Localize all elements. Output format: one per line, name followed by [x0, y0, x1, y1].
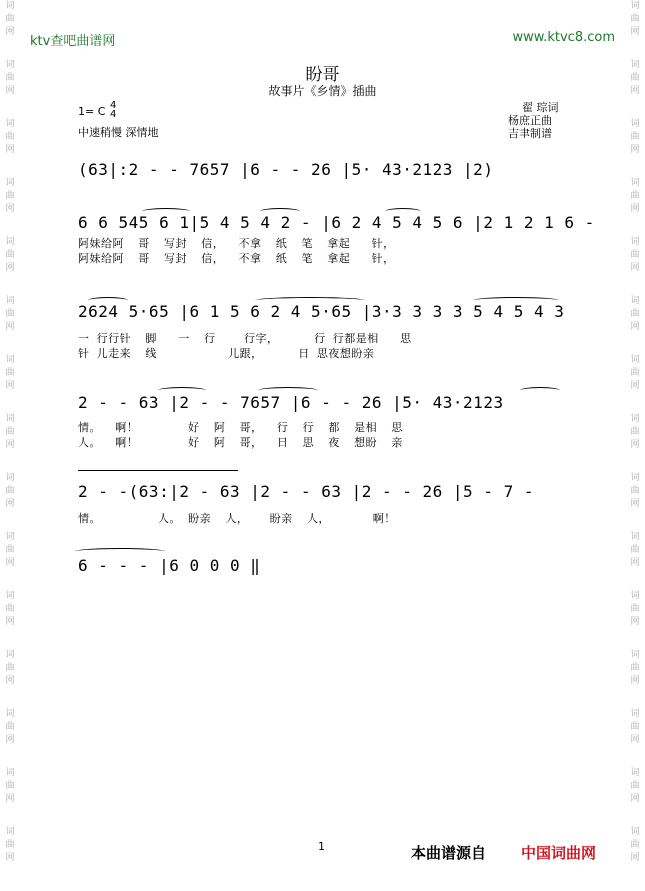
watermark-char: 曲 — [5, 309, 15, 319]
watermark-char: 曲 — [5, 663, 15, 673]
watermark-char: 词 — [630, 709, 640, 719]
slur — [88, 297, 128, 304]
watermark-char: 网 — [630, 204, 640, 214]
watermark-char: 词 — [5, 768, 15, 778]
watermark-char: 词 — [5, 709, 15, 719]
watermark-char: 网 — [5, 853, 15, 863]
watermark-char: 网 — [5, 145, 15, 155]
watermark-char: 词 — [5, 650, 15, 660]
watermark-char: 曲 — [5, 840, 15, 850]
watermark-char: 网 — [630, 853, 640, 863]
lyrics-verse-1: 情。 啊！ 好 阿 哥， 行 行 都 是相 思 — [78, 421, 403, 434]
lyrics-verse-1: 情。 人。 盼亲 人， 盼亲 人， 啊！ — [78, 512, 396, 525]
song-title: 盼哥 — [305, 65, 340, 85]
watermark-char: 词 — [5, 60, 15, 70]
watermark-char: 网 — [630, 617, 640, 627]
watermark-char: 网 — [5, 204, 15, 214]
watermark-char: 网 — [5, 263, 15, 273]
watermark-char: 词 — [630, 827, 640, 837]
watermark-char: 曲 — [630, 486, 640, 496]
lyrics-verse-2: 人。 啊！ 好 阿 哥， 日 思 夜 想盼 亲 — [78, 436, 403, 449]
score-row-1 — [78, 160, 578, 190]
watermark-char: 曲 — [5, 604, 15, 614]
score-row-6 — [78, 556, 578, 586]
watermark-char: 曲 — [630, 191, 640, 201]
watermark-gap — [4, 393, 16, 413]
watermark-gap — [4, 452, 16, 472]
watermark-char: 网 — [5, 86, 15, 96]
watermark-char: 词 — [630, 532, 640, 542]
watermark-char: 网 — [630, 440, 640, 450]
watermark-gap — [4, 865, 16, 885]
watermark-char: 网 — [5, 617, 15, 627]
watermark-char: 曲 — [630, 604, 640, 614]
watermark-gap — [629, 452, 641, 472]
watermark-char: 网 — [630, 794, 640, 804]
watermark-gap — [629, 157, 641, 177]
watermark-gap — [629, 98, 641, 118]
lyrics-verse-2: 阿妹给阿 哥 写封 信， 不拿 纸 笔 拿起 针， — [78, 252, 395, 265]
watermark-gap — [4, 688, 16, 708]
watermark-gap — [629, 688, 641, 708]
time-signature: 4 4 — [110, 100, 117, 120]
watermark-char: 网 — [5, 676, 15, 686]
watermark-char: 网 — [630, 381, 640, 391]
watermark-gap — [4, 511, 16, 531]
watermark-gap — [629, 393, 641, 413]
slur — [142, 208, 190, 215]
watermark-char: 词 — [5, 296, 15, 306]
watermark-char: 网 — [630, 27, 640, 37]
watermark-char: 词 — [630, 650, 640, 660]
key-signature: 1= C — [78, 105, 106, 118]
watermark-char: 词 — [5, 532, 15, 542]
watermark-gap — [4, 216, 16, 236]
lyrics-verse-2: 针 儿走来 线 儿跟， 日 思夜想盼亲 — [78, 347, 375, 360]
watermark-gap — [4, 39, 16, 59]
notes-line: (63|:2 - - 7657 |6 - - 26 |5· 43·2123 |2) — [78, 160, 494, 179]
watermark-gap — [4, 334, 16, 354]
watermark-char: 曲 — [5, 545, 15, 555]
watermark-char: 词 — [630, 414, 640, 424]
watermark-gap — [629, 511, 641, 531]
site-url[interactable]: www.ktvc8.com — [512, 30, 615, 45]
watermark-char: 网 — [630, 558, 640, 568]
watermark-char: 词 — [630, 119, 640, 129]
watermark-char: 曲 — [630, 309, 640, 319]
lyrics-verse-1: 一 行行针 脚 一 行 行字， 行 行都是相 思 — [78, 332, 412, 345]
slur — [258, 387, 318, 394]
watermark-char: 曲 — [5, 73, 15, 83]
watermark-gap — [4, 629, 16, 649]
watermark-char: 词 — [5, 473, 15, 483]
watermark-gap — [4, 275, 16, 295]
watermark-char: 网 — [5, 794, 15, 804]
watermark-char: 网 — [630, 322, 640, 332]
watermark-char: 网 — [5, 499, 15, 509]
watermark-char: 曲 — [5, 14, 15, 24]
watermark-char: 网 — [5, 558, 15, 568]
watermark-char: 词 — [630, 473, 640, 483]
watermark-gap — [4, 570, 16, 590]
watermark-char: 词 — [5, 119, 15, 129]
watermark-char: 词 — [630, 296, 640, 306]
watermark-char: 曲 — [630, 427, 640, 437]
watermark-char: 网 — [630, 735, 640, 745]
watermark-char: 词 — [5, 414, 15, 424]
notes-line: 2 - - 63 |2 - - 7657 |6 - - 26 |5· 43·2123 — [78, 393, 504, 412]
watermark-char: 曲 — [630, 250, 640, 260]
lyrics-verse-1: 阿妹给阿 哥 写封 信， 不拿 纸 笔 拿起 针， — [78, 237, 395, 250]
watermark-char: 词 — [5, 827, 15, 837]
watermark-char: 网 — [630, 676, 640, 686]
watermark-char: 词 — [630, 60, 640, 70]
watermark-char: 网 — [630, 86, 640, 96]
watermark-char: 曲 — [630, 132, 640, 142]
lyricist-credit: 翟 琮词 — [522, 101, 559, 114]
notes-line: 2 - -(63:|2 - 63 |2 - - 63 |2 - - 26 |5 - 7 - — [78, 482, 534, 501]
watermark-gap — [4, 98, 16, 118]
slur — [473, 297, 559, 304]
watermark-char: 曲 — [5, 368, 15, 378]
watermark-gap — [629, 806, 641, 826]
watermark-char: 词 — [630, 237, 640, 247]
watermark-gap — [4, 157, 16, 177]
watermark-char: 网 — [5, 735, 15, 745]
watermark-gap — [4, 806, 16, 826]
score-row-4 — [78, 393, 578, 453]
watermark-char: 词 — [630, 1, 640, 11]
watermark-gap — [629, 334, 641, 354]
watermark-char: 曲 — [5, 486, 15, 496]
watermark-char: 曲 — [630, 368, 640, 378]
score-row-3 — [78, 302, 578, 362]
watermark-char: 曲 — [5, 722, 15, 732]
watermark-char: 网 — [630, 263, 640, 273]
site-name[interactable]: ktv查吧曲谱网 — [30, 34, 116, 49]
watermark-gap — [629, 275, 641, 295]
arranger-credit: 吉聿制谱 — [508, 127, 552, 140]
watermark-char: 网 — [630, 499, 640, 509]
volta-bracket — [78, 470, 238, 471]
watermark-char: 曲 — [5, 781, 15, 791]
notes-line: 6 - - - |6 0 0 0 ‖ — [78, 556, 261, 575]
composer-credit: 杨庶正曲 — [508, 114, 552, 127]
watermark-char: 网 — [630, 145, 640, 155]
watermark-char: 词 — [5, 355, 15, 365]
watermark-gap — [629, 865, 641, 885]
watermark-gap — [629, 39, 641, 59]
song-subtitle: 故事片《乡情》插曲 — [268, 84, 377, 98]
score-row-2 — [78, 213, 595, 273]
watermark-char: 曲 — [630, 663, 640, 673]
watermark-gap — [629, 629, 641, 649]
tempo-marking: 中速稍慢 深情地 — [78, 126, 159, 139]
watermark-char: 曲 — [630, 722, 640, 732]
watermark-char: 网 — [5, 322, 15, 332]
watermark-char: 词 — [630, 591, 640, 601]
watermark-char: 词 — [630, 355, 640, 365]
watermark-char: 曲 — [5, 132, 15, 142]
watermark-char: 词 — [5, 178, 15, 188]
notes-line: 2624 5·65 |6 1 5 6 2 4 5·65 |3·3 3 3 3 5 4 5 4 3 — [78, 302, 565, 321]
watermark-char: 曲 — [5, 191, 15, 201]
watermark-char: 曲 — [5, 427, 15, 437]
watermark-char: 网 — [5, 27, 15, 37]
slur — [260, 208, 300, 215]
watermark-gap — [629, 216, 641, 236]
watermark-char: 网 — [5, 381, 15, 391]
page-number: 1 — [318, 840, 325, 853]
watermark-char: 词 — [5, 237, 15, 247]
watermark-char: 词 — [5, 591, 15, 601]
watermark-char: 曲 — [630, 73, 640, 83]
slur — [75, 548, 165, 555]
watermark-gap — [629, 570, 641, 590]
watermark-char: 曲 — [630, 840, 640, 850]
slur — [520, 387, 560, 394]
watermark-char: 曲 — [630, 14, 640, 24]
watermark-gap — [629, 747, 641, 767]
watermark-char: 网 — [5, 440, 15, 450]
slur — [158, 387, 206, 394]
watermark-char: 词 — [630, 768, 640, 778]
footer-site-link[interactable]: 中国词曲网 — [521, 844, 597, 862]
watermark-char: 词 — [5, 1, 15, 11]
footer-source-label: 本曲谱源自 — [411, 844, 487, 862]
notes-line: 6 6 545 6 1|5 4 5 4 2 - |6 2 4 5 4 5 6 |2 1 2 1 6 - — [78, 213, 595, 232]
watermark-char: 曲 — [5, 250, 15, 260]
slur — [385, 208, 421, 215]
slur — [255, 297, 365, 304]
left-watermark — [4, 0, 16, 891]
watermark-gap — [4, 747, 16, 767]
watermark-char: 曲 — [630, 781, 640, 791]
right-watermark — [629, 0, 641, 891]
score-row-5 — [78, 482, 578, 527]
watermark-char: 曲 — [630, 545, 640, 555]
watermark-char: 词 — [630, 178, 640, 188]
